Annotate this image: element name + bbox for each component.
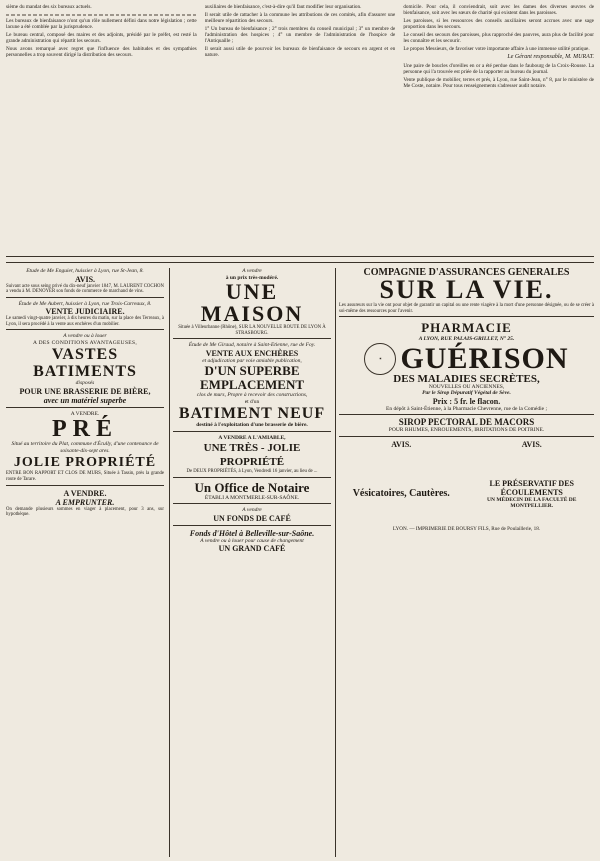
divider [6,262,594,263]
ad-title: JOLIE PROPRIÉTÉ [13,455,157,471]
article-column-1 [6,4,197,251]
ad-title: UNE MAISON [200,279,304,326]
article-paragraph: Il serait aussi utile de pourvoir les bureaux de bienfaisance de secours en argent et en nature. [204,46,396,58]
ad-propriete [173,435,331,478]
ad-heading: Fonds d'Hôtel à Belleville-sur-Saône. [189,528,315,538]
ad-heading: VENTE AUX ENCHÈRES [205,348,299,358]
column-rule [335,268,336,857]
ad-heading: AVIS. [74,274,96,284]
column-rule [169,268,170,857]
ad-subheading: et d'un [244,398,260,405]
divider [6,256,594,257]
article-paragraph: auxiliaires de bienfaisance, c'est-à-dire qu'il faut modifier leur organisation. [204,4,362,10]
ad-heading: LE PRÉSERVATIF DES ÉCOULEMENTS [489,478,574,497]
ad-subheading: POUR RHUMES, ENROUEMENTS, IRRITATIONS DE POITRINE. [388,427,545,434]
text-block [6,12,197,18]
ad-heading: UN GRAND CAFÉ [218,544,286,554]
article-paragraph: Les paroisses, si les ressources des conseils auxiliaires seront accrues avec une sage proportion dans les secours. [403,18,594,30]
ad-heading: AVIS. [521,439,542,449]
article-paragraph: Le bureau central, composé des maires et des adjoints, présidé par le préfet, est resté la grande administration qui répartit les secours. [6,32,197,44]
ad-subheading: A LYON, RUE PALAIS-GRILLET, N° 25. [418,336,515,343]
ad-heading: Prix : 5 fr. le flacon. [432,396,501,406]
ad-maison [173,268,331,339]
ad-office [173,481,331,505]
article-paragraph: Le conseil des secours des paroisses, plus rapproché des pauvres, aura plus de facilité pour les connaître et les secourir. [403,32,594,44]
ad-heading: POUR UNE BRASSERIE DE BIÈRE, [19,386,151,396]
ad-subheading: A DES CONDITIONS AVANTAGEUSES, [32,339,137,346]
ad-heading: avec un matériel superbe [43,395,127,405]
ads-column-2 [173,268,331,857]
ad-text: Les assureurs sur la vie ont pour objet de garantir un capital ou une rente viagère à la mort d'une personne désignée, ou de se créer à soi-même des ressources pour l'avenir. [339,303,594,314]
ad-heading: A EMPRUNTER. [55,497,115,507]
ad-title: PHARMACIE [421,320,512,336]
ad-text: Située à Villeurbanne (Rhône), SUR LA NOUVELLE ROUTE DE LYON À STRASBOURG. [178,325,326,336]
ad-title: VASTES BATIMENTS [33,346,137,381]
ad-hotel [173,529,331,556]
ad-text: Le samedi vingt-quatre janvier, à dix heures du matin, sur la place des Terreaux, à Lyon, il sera procédé à la vente aux enchères d'un mobilier. [6,316,164,327]
ad-vente-judiciaire [6,301,164,331]
ad-subheading: UN MÉDECIN DE LA FACULTÉ DE MONTPELLIER. [487,496,577,510]
ad-text: Suivant acte sous seing privé du dix-neuf janvier 1847, M. LAURENT COCHON a vendu à M. DENOYER son fonds de commerce de marchand de vins. [6,283,164,295]
article-column-2 [205,4,396,251]
ad-subheading: A VENDRE A L'AMIABLE, [218,434,286,441]
article-body [6,4,594,251]
ad-title: Un Office de Notaire [194,479,310,495]
signature: Le Gérant responsable, M. MURAT. [507,54,594,60]
ad-subheading: Par le Sirop Dépuratif Végétal de Sève. [422,390,511,397]
ad-cafe [173,507,331,526]
ad-heading: A VENDRE. [63,488,107,498]
ad-heading: SIROP PECTORAL DE MACORS [398,417,535,428]
ad-subheading: et adjudication par voie amiable publication, [202,357,302,364]
ad-heading: Vésicatoires, Cautères. [352,487,450,499]
etude-heading: Étude de Me Aubert, huissier à Lyon, rue Trois-Carreaux, 8. [18,300,152,307]
ad-emprunter [6,489,164,520]
ad-heading: VENTE JUDICIAIRE. [45,307,125,317]
ad-title: SUR LA VIE. [379,275,554,304]
notice-lost-earrings: Une paire de boucles d'oreilles en or a été perdue dans le faubourg de la Croix-Rousse. La personne qui l'a trouvée est priée de la rapporter au bureau du journal. [403,63,594,75]
avis-grid [339,440,594,510]
notice-courses: Vente publique de mobilier, terres et prés, à Lyon, rue Saint-Jean, n° 8, par le ministère de Me Coste, notaire. Pour tous renseignements s'adresser audit notaire. [403,77,594,89]
ad-subheading: A VENDRE. [70,410,100,417]
ad-title: GUÉRISON [400,341,569,375]
article-paragraph: Les bureaux de bienfaisance n'ont qu'un rôle nullement défini dans notre législation ; cette lacune a été comblée par la jurisprudence. [6,18,197,30]
ad-subheading: A vendre ou à louer pour cause de changement [200,537,304,544]
ad-subheading: à un prix très-modéré. [225,274,279,281]
ad-subheading: A vendre ou à louer [63,333,107,340]
ad-text: En dépôt à Saint-Étienne, à la Pharmacie Chevrenne, rue de la Comédie ; [386,405,547,412]
ad-sirop [339,418,594,437]
guerison-row [339,343,594,375]
ads-column-1 [6,268,164,857]
avis-right [470,440,595,510]
ad-subheading: disposés [75,380,95,387]
ad-text: De DEUX PROPRIÉTÉS, à Lyon, Vendredi 16 janvier, au lieu de ... [186,469,318,475]
ad-title: PRÉ [52,416,118,443]
ads-column-3 [339,268,594,857]
article-paragraph: Le propos Messieurs, de favoriser votre importante affaire à une immense utilité pratique. [403,46,590,52]
article-paragraph: Il serait utile de rattacher à la commune les attributions de ces comités, afin d'assurer une meilleure répartition des secours. [204,12,396,24]
ad-subheading: destiné à l'exploitation d'une brasserie de bière. [196,422,308,429]
ad-subheading: clos de murs, Propre à recevoir des constructions, [196,392,308,399]
ad-subheading: A vendre [242,268,262,274]
newspaper-page [6,4,594,857]
etude-heading: Étude de Me Enguier, huissier à Lyon, rue St-Jean, 8. [26,268,144,274]
ad-assurances [339,268,594,317]
ad-text: On demande plusieurs sommes en viager à placement, pour 3 ans, sur hypothèque. [6,506,164,518]
ad-subheading: A vendre [242,507,262,514]
article-paragraph: sième du mandat des six bureaux actuels. [6,4,92,10]
advertisements [6,268,594,857]
article-paragraph: Nous avons remarqué avec regret que l'influence des habitudes et des sympathies personnelles a trop souvent dirigé la distribution des secours. [6,46,197,58]
ad-subheading: NOUVELLES OU ANCIENNES, [428,383,505,390]
ad-emplacement [173,342,331,432]
ad-heading: AVIS. [391,439,412,449]
ad-avis [6,268,164,298]
article-column-3 [403,4,594,251]
etude-heading: Étude de Me Giraud, notaire à Saint-Etienne, rue de Foy. [188,342,316,349]
imprint: LYON. — IMPRIMERIE DE BOURSY FILS, Rue de Poulaillerie, 18. [392,525,541,532]
ad-title: D'UN SUPERBE EMPLACEMENT [200,363,304,393]
ad-title: UNE TRÈS - JOLIE PROPRIÉTÉ [203,442,301,469]
ad-text: ENTRE BON RAPPORT ET CLOS DE MURS, Située à Tassin, près la grande route de Tarare. [6,471,164,482]
article-paragraph: domicile. Pour cela, il conviendrait, soit avec les dames des diverses œuvres de bienfaisance, soit avec les sœurs de charité qui existent dans les paroisses. [403,4,594,16]
ad-heading: UN FONDS DE CAFÉ [213,513,291,523]
ad-pharmacie [339,320,594,415]
ad-subheading: ÉTABLI A MONTMERLE-SUR-SAÔNE. [204,494,300,501]
seal-icon: ✶ [364,343,396,375]
article-paragraph: 1° Un bureau de bienfaisance ; 2° trois membres du conseil municipal ; 3° un membre de l'administration des hospices ; 4° un membre de l'administration de l'hospice de l'Antiquaille ; [204,26,396,44]
ad-batiments [6,333,164,408]
ad-heading: COMPAGNIE D'ASSURANCES GÉNÉRALES [363,268,570,278]
ad-text: Situé au territoire du Plat, commune d'Écully, d'une contenance de soixante-dix-sept ares. [11,441,159,454]
ad-heading: DES MALADIES SECRÈTES, [393,372,540,385]
ad-title: BATIMENT NEUF [178,405,326,423]
ad-pre [6,411,164,486]
avis-left [339,440,464,510]
